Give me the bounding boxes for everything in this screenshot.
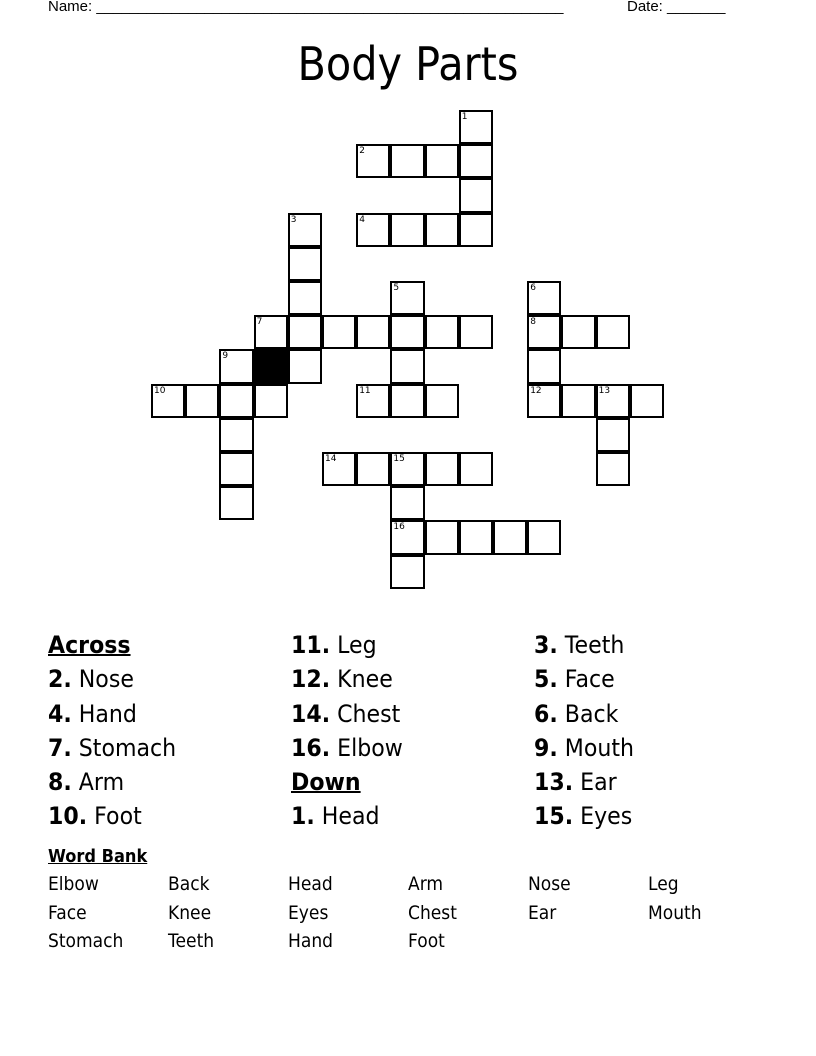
grid-cell[interactable] bbox=[151, 384, 185, 418]
clue-column-2 bbox=[291, 628, 413, 834]
clue-column-3 bbox=[534, 628, 643, 834]
grid-cell[interactable] bbox=[185, 384, 219, 418]
clue-number: 4. bbox=[48, 699, 72, 728]
grid-cell[interactable] bbox=[596, 418, 630, 452]
grid-cell[interactable] bbox=[527, 520, 561, 554]
grid-cell[interactable] bbox=[459, 315, 493, 349]
clue-text: Chest bbox=[337, 699, 401, 728]
cell-number: 6 bbox=[530, 283, 536, 293]
grid-cell[interactable] bbox=[630, 384, 664, 418]
clue-across-4 bbox=[48, 697, 176, 731]
cell-number: 1 bbox=[461, 112, 468, 122]
cell-number: 13 bbox=[598, 385, 611, 396]
word-bank-item: Mouth bbox=[648, 901, 702, 924]
grid-cell[interactable] bbox=[561, 315, 595, 349]
clue-text: Arm bbox=[78, 768, 125, 797]
clue-number: 9. bbox=[534, 733, 558, 762]
word-bank-item: Ear bbox=[528, 901, 557, 924]
grid-cell[interactable] bbox=[596, 384, 630, 418]
grid-cell[interactable] bbox=[425, 520, 459, 554]
clue-across-7 bbox=[48, 731, 176, 765]
date-field-label: Date: _______ bbox=[627, 0, 726, 15]
grid-cell[interactable] bbox=[254, 315, 288, 349]
cell-number: 14 bbox=[325, 454, 337, 464]
grid-cell[interactable] bbox=[356, 384, 390, 418]
clue-across-12 bbox=[291, 662, 403, 696]
grid-cell[interactable] bbox=[288, 315, 322, 349]
clue-number: 5. bbox=[534, 665, 558, 694]
grid-cell[interactable] bbox=[390, 144, 424, 178]
clue-text: Knee bbox=[337, 665, 393, 694]
clue-down-15 bbox=[534, 799, 634, 833]
grid-cell[interactable] bbox=[425, 384, 459, 418]
grid-cell[interactable] bbox=[561, 384, 595, 418]
grid-cell[interactable] bbox=[322, 315, 356, 349]
cell-number: 3 bbox=[290, 214, 297, 225]
cell-number: 8 bbox=[530, 317, 536, 328]
grid-cell[interactable] bbox=[288, 281, 322, 315]
grid-cell[interactable] bbox=[493, 520, 527, 554]
cell-number: 2 bbox=[359, 146, 365, 157]
clue-text: Back bbox=[564, 699, 619, 728]
grid-cell[interactable] bbox=[527, 315, 561, 349]
clue-text: Leg bbox=[337, 631, 377, 659]
clue-text: Nose bbox=[78, 665, 134, 694]
word-bank-item: Leg bbox=[648, 873, 679, 895]
grid-cell[interactable] bbox=[459, 213, 493, 247]
clue-text: Ear bbox=[580, 768, 617, 797]
clue-number: 11. bbox=[291, 631, 331, 659]
clue-number: 6. bbox=[534, 699, 558, 728]
name-field-label: Name: ________________________________________________________ bbox=[48, 0, 564, 15]
grid-cell[interactable] bbox=[288, 247, 322, 281]
word-bank-item: Head bbox=[288, 873, 333, 895]
clue-number: 10. bbox=[48, 802, 88, 831]
grid-cell[interactable] bbox=[390, 486, 424, 520]
grid-cell[interactable] bbox=[527, 349, 561, 383]
clue-text: Elbow bbox=[337, 733, 403, 762]
clue-number: 1. bbox=[291, 802, 315, 831]
clue-down-13 bbox=[534, 765, 634, 799]
grid-cell[interactable] bbox=[390, 315, 424, 349]
word-bank-item: Hand bbox=[288, 930, 334, 952]
clue-text: Hand bbox=[78, 699, 137, 728]
grid-cell[interactable] bbox=[390, 384, 424, 418]
clue-across-10 bbox=[48, 799, 176, 833]
clue-number: 15. bbox=[534, 802, 574, 831]
word-bank-item: Stomach bbox=[48, 930, 124, 952]
clue-number: 2. bbox=[48, 665, 72, 694]
grid-cell[interactable] bbox=[425, 452, 459, 486]
word-bank-item: Chest bbox=[408, 901, 457, 924]
grid-cell[interactable] bbox=[459, 452, 493, 486]
clue-text: Face bbox=[564, 665, 615, 694]
word-bank-item: Elbow bbox=[48, 873, 99, 895]
grid-cell[interactable] bbox=[356, 452, 390, 486]
clue-column-1 bbox=[48, 628, 187, 834]
grid-cell[interactable] bbox=[390, 520, 424, 554]
cell-number: 9 bbox=[222, 351, 229, 362]
page-title: Body Parts bbox=[297, 37, 519, 91]
word-bank-item: Back bbox=[168, 873, 210, 895]
clue-number: 7. bbox=[48, 733, 72, 762]
grid-cell[interactable] bbox=[219, 418, 253, 452]
grid-cell[interactable] bbox=[356, 144, 390, 178]
clue-text: Eyes bbox=[580, 802, 633, 831]
clue-number: 8. bbox=[48, 768, 72, 797]
grid-cell[interactable] bbox=[527, 281, 561, 315]
clue-down-9 bbox=[534, 731, 634, 765]
cell-number: 12 bbox=[530, 385, 542, 396]
clue-number: 13. bbox=[534, 768, 574, 797]
word-bank-item: Arm bbox=[408, 873, 444, 895]
clue-across-11 bbox=[291, 628, 403, 662]
grid-cell[interactable] bbox=[596, 452, 630, 486]
word-bank-item: Knee bbox=[168, 901, 212, 924]
grid-cell[interactable] bbox=[459, 144, 493, 178]
grid-cell[interactable] bbox=[288, 213, 322, 247]
clue-number: 3. bbox=[534, 631, 558, 659]
grid-cell[interactable] bbox=[288, 349, 322, 383]
grid-cell[interactable] bbox=[459, 520, 493, 554]
grid-cell[interactable] bbox=[527, 384, 561, 418]
grid-cell[interactable] bbox=[390, 349, 424, 383]
grid-cell[interactable] bbox=[390, 452, 424, 486]
grid-cell[interactable] bbox=[322, 452, 356, 486]
grid-cell[interactable] bbox=[390, 281, 424, 315]
cell-number: 10 bbox=[154, 385, 166, 396]
clue-down-6 bbox=[534, 697, 634, 731]
grid-cell[interactable] bbox=[390, 213, 424, 247]
word-bank-item: Foot bbox=[408, 930, 445, 952]
clue-number: 14. bbox=[291, 699, 331, 728]
grid-cell[interactable] bbox=[596, 315, 630, 349]
cell-number: 5 bbox=[393, 283, 400, 293]
grid-cell[interactable] bbox=[254, 384, 288, 418]
grid-cell[interactable] bbox=[356, 315, 390, 349]
clue-number: 12. bbox=[291, 665, 331, 694]
grid-cell[interactable] bbox=[425, 315, 459, 349]
grid-cell[interactable] bbox=[219, 486, 253, 520]
grid-cell[interactable] bbox=[356, 213, 390, 247]
word-bank-item: Face bbox=[48, 901, 87, 924]
clue-across-16 bbox=[291, 731, 403, 765]
word-bank-item: Eyes bbox=[288, 901, 329, 924]
word-bank-title: Word Bank bbox=[48, 846, 148, 867]
clue-down-3 bbox=[534, 628, 634, 662]
grid-cell[interactable] bbox=[425, 213, 459, 247]
grid-cell[interactable] bbox=[219, 349, 253, 383]
grid-cell[interactable] bbox=[390, 555, 424, 589]
clue-across-2 bbox=[48, 662, 176, 696]
cell-number: 15 bbox=[393, 454, 405, 464]
clue-across-14 bbox=[291, 697, 403, 731]
grid-cell[interactable] bbox=[425, 144, 459, 178]
grid-cell[interactable] bbox=[219, 452, 253, 486]
clue-number: 16. bbox=[291, 733, 331, 762]
word-bank-item: Nose bbox=[528, 873, 571, 895]
grid-cell[interactable] bbox=[459, 110, 493, 144]
grid-cell[interactable] bbox=[219, 384, 253, 418]
cell-number: 4 bbox=[359, 214, 365, 225]
cell-number: 7 bbox=[256, 317, 263, 328]
clue-across-8 bbox=[48, 765, 176, 799]
clue-text: Head bbox=[321, 802, 380, 831]
cell-number: 16 bbox=[393, 522, 405, 533]
clue-text: Mouth bbox=[564, 733, 635, 762]
clue-down-5 bbox=[534, 662, 634, 696]
clue-down-1 bbox=[291, 799, 403, 833]
black-cell bbox=[254, 349, 288, 383]
grid-cell[interactable] bbox=[459, 178, 493, 212]
cell-number: 11 bbox=[359, 385, 371, 396]
word-bank-item: Teeth bbox=[168, 930, 215, 952]
clue-text: Stomach bbox=[78, 733, 177, 762]
across-heading: Across bbox=[48, 631, 131, 659]
clue-text: Foot bbox=[94, 802, 142, 831]
down-heading: Down bbox=[291, 768, 361, 797]
clue-text: Teeth bbox=[564, 631, 625, 659]
